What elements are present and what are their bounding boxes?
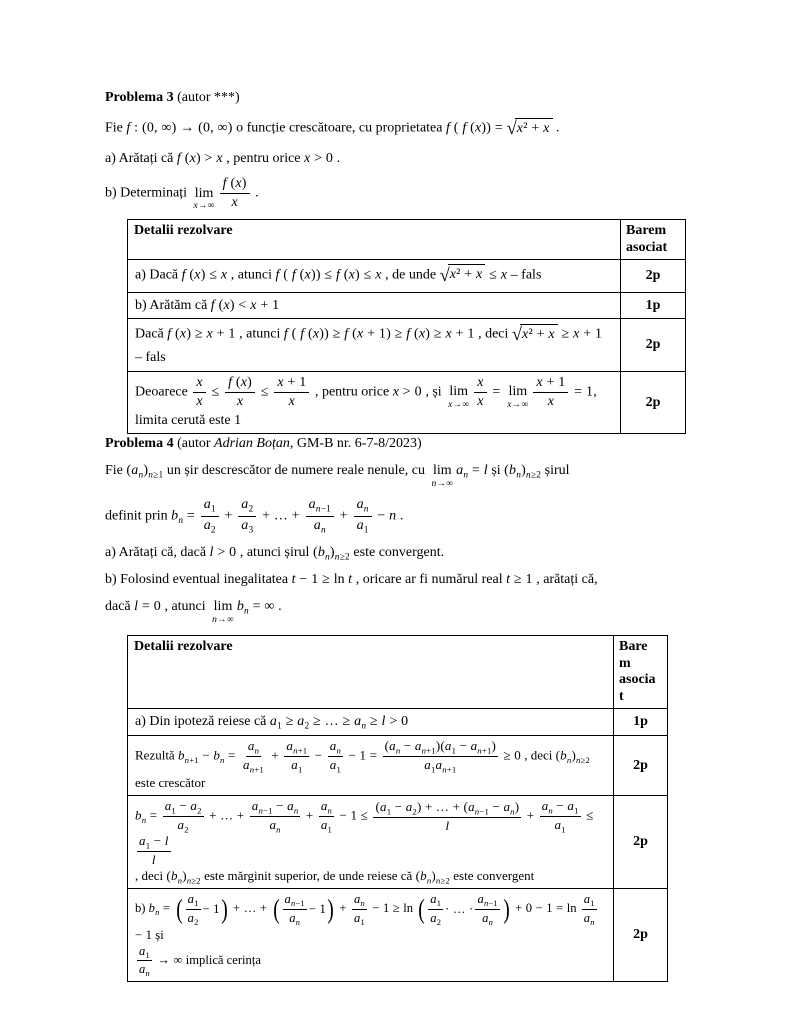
solution-cell: b) Arătăm că f (x) < x + 1 [128, 292, 621, 319]
solution-cell: Dacă f (x) ≥ x + 1 , atunci f ( f (x)) ≥ f (x + 1) ≥ f (x) ≥ x + 1 , deci √x² + x ≥ x + 1 – fals [128, 319, 621, 371]
solution-cell: $b_n$ = $\frac{a_1 - a_2}{a_2}$ + … + $\frac{a_{n-1} - a_n}{a_n}$ + $\frac{a_n}{a_1}$ − 1 ≤ $\frac{(a_1 - a_2) + \dots + (a_{n-1} - a_n)}{l}$ + $\frac{a_n - a_1}{a_1}$ ≤ $\frac{a_1 - l}{l}$ , deci $(b_n)_{n\ge 2}$ este mărginit superior, de unde reiese că $(b_n)_{n\ge 2}$ este convergent [128, 795, 614, 889]
table1-row-4 [128, 371, 686, 433]
problem3-item-b: b) Determinați lim x→∞ $\frac{f (x)}{x}$ . [105, 176, 259, 212]
points-cell: 2p [614, 736, 668, 796]
problem4-item-b: b) Folosind eventual inegalitatea t − 1 ≥ ln t , oricare ar fi numărul real t ≥ 1 , arătați că, [105, 571, 598, 587]
problem4-item-a: a) Arătați că, dacă l > 0 , atunci șirul $(b_n)_{n\ge 2}$ este convergent. [105, 544, 445, 563]
problem3-statement: Fie f : (0, ∞) → (0, ∞) o funcție crescătoare, cu proprietatea f ( f (x)) = √x² + x . [105, 118, 560, 139]
points-cell: 2p [621, 371, 686, 433]
points-cell: 2p [621, 319, 686, 371]
problem4-statement-1: Fie $(a_n)_{n\ge 1}$ un șir descrescător de numere reale nenule, cu lim n→∞ $a_n = l$ și $(b_n)_{n\ge 2}$ șirul [105, 463, 570, 490]
points-cell: 1p [621, 292, 686, 319]
table2-header-row [128, 636, 668, 709]
table2-row-4 [128, 889, 668, 982]
table2-row-2 [128, 736, 668, 796]
table1-barem-header: Barem asociat [621, 219, 686, 259]
solution-cell: Rezultă $b_{n+1} - b_n$ = $\frac{a_n}{a_{n+1}}$ + $\frac{a_{n+1}}{a_1}$ − $\frac{a_n}{a_1}$ − 1 = $\frac{(a_n - a_{n+1})(a_1 - a_{n+1})}{a_1a_{n+1}}$ ≥ 0 , deci $(b_n)_{n\ge 2}$ este crescător [128, 736, 614, 796]
solution-cell: Deoarece $\frac{x}{x}$ ≤ $\frac{f (x)}{x}$ ≤ $\frac{x + 1}{x}$ , pentru orice x > 0 , și lim x→∞ $\frac{x}{x}$ = lim x→∞ $\frac{x + 1}{x}$ = 1, limita cerută este 1 [128, 371, 621, 433]
table1-header-row [128, 219, 686, 259]
points-cell: 1p [614, 709, 668, 736]
points-cell: 2p [614, 795, 668, 889]
solution-table-problem3 [127, 219, 686, 434]
points-cell: 2p [621, 260, 686, 293]
problem4-heading: Problema 4 (autor Adrian Boțan, GM-B nr. 6-7-8/2023) [105, 436, 422, 452]
table2-barem-header: Barem asociat [614, 636, 668, 709]
table1-details-header: Detalii rezolvare [128, 219, 621, 259]
table1-row-1 [128, 260, 686, 293]
problem3-item-a: a) Arătați că f (x) > x , pentru orice x > 0 . [105, 151, 341, 167]
problem3-heading: Problema 3 (autor ***) [105, 90, 240, 105]
points-cell: 2p [614, 889, 668, 982]
table1-row-2 [128, 292, 686, 319]
table2-row-3 [128, 795, 668, 889]
problem4-statement-2: definit prin $b_n$ = $\frac{a_1}{a_2}$ + $\frac{a_2}{a_3}$ + … + $\frac{a_{n-1}}{a_n}$ + $\frac{a_n}{a_1}$ − n . [105, 496, 404, 536]
solution-cell: b) $b_n$ = ( $\frac{a_1}{a_2}$ − 1 ) + … + ( $\frac{a_{n-1}}{a_n}$ − 1 ) + $\frac{a_n}{a_1}$ − 1 ≥ ln ( $\frac{a_1}{a_2}$ · … · $\frac{a_{n-1}}{a_n}$ ) + 0 − 1 = ln $\frac{a_1}{a_n}$ − 1 și $\frac{a_1}{a_n}$ → ∞ implică cerința [128, 889, 614, 982]
solution-cell: a) Din ipoteză reiese că $a_1 \ge a_2$ ≥ … ≥ $a_n \ge l > 0$ [128, 709, 614, 736]
table2-row-1 [128, 709, 668, 736]
table2-details-header: Detalii rezolvare [128, 636, 614, 709]
solution-table-problem4 [127, 635, 668, 982]
solution-cell: a) Dacă f (x) ≤ x , atunci f ( f (x)) ≤ f (x) ≤ x , de unde √x² + x ≤ x – fals [128, 260, 621, 293]
problem4-item-b-continuation: dacă l = 0 , atunci lim n→∞ $b_n$ = ∞ . [105, 599, 282, 625]
table1-row-3 [128, 319, 686, 371]
